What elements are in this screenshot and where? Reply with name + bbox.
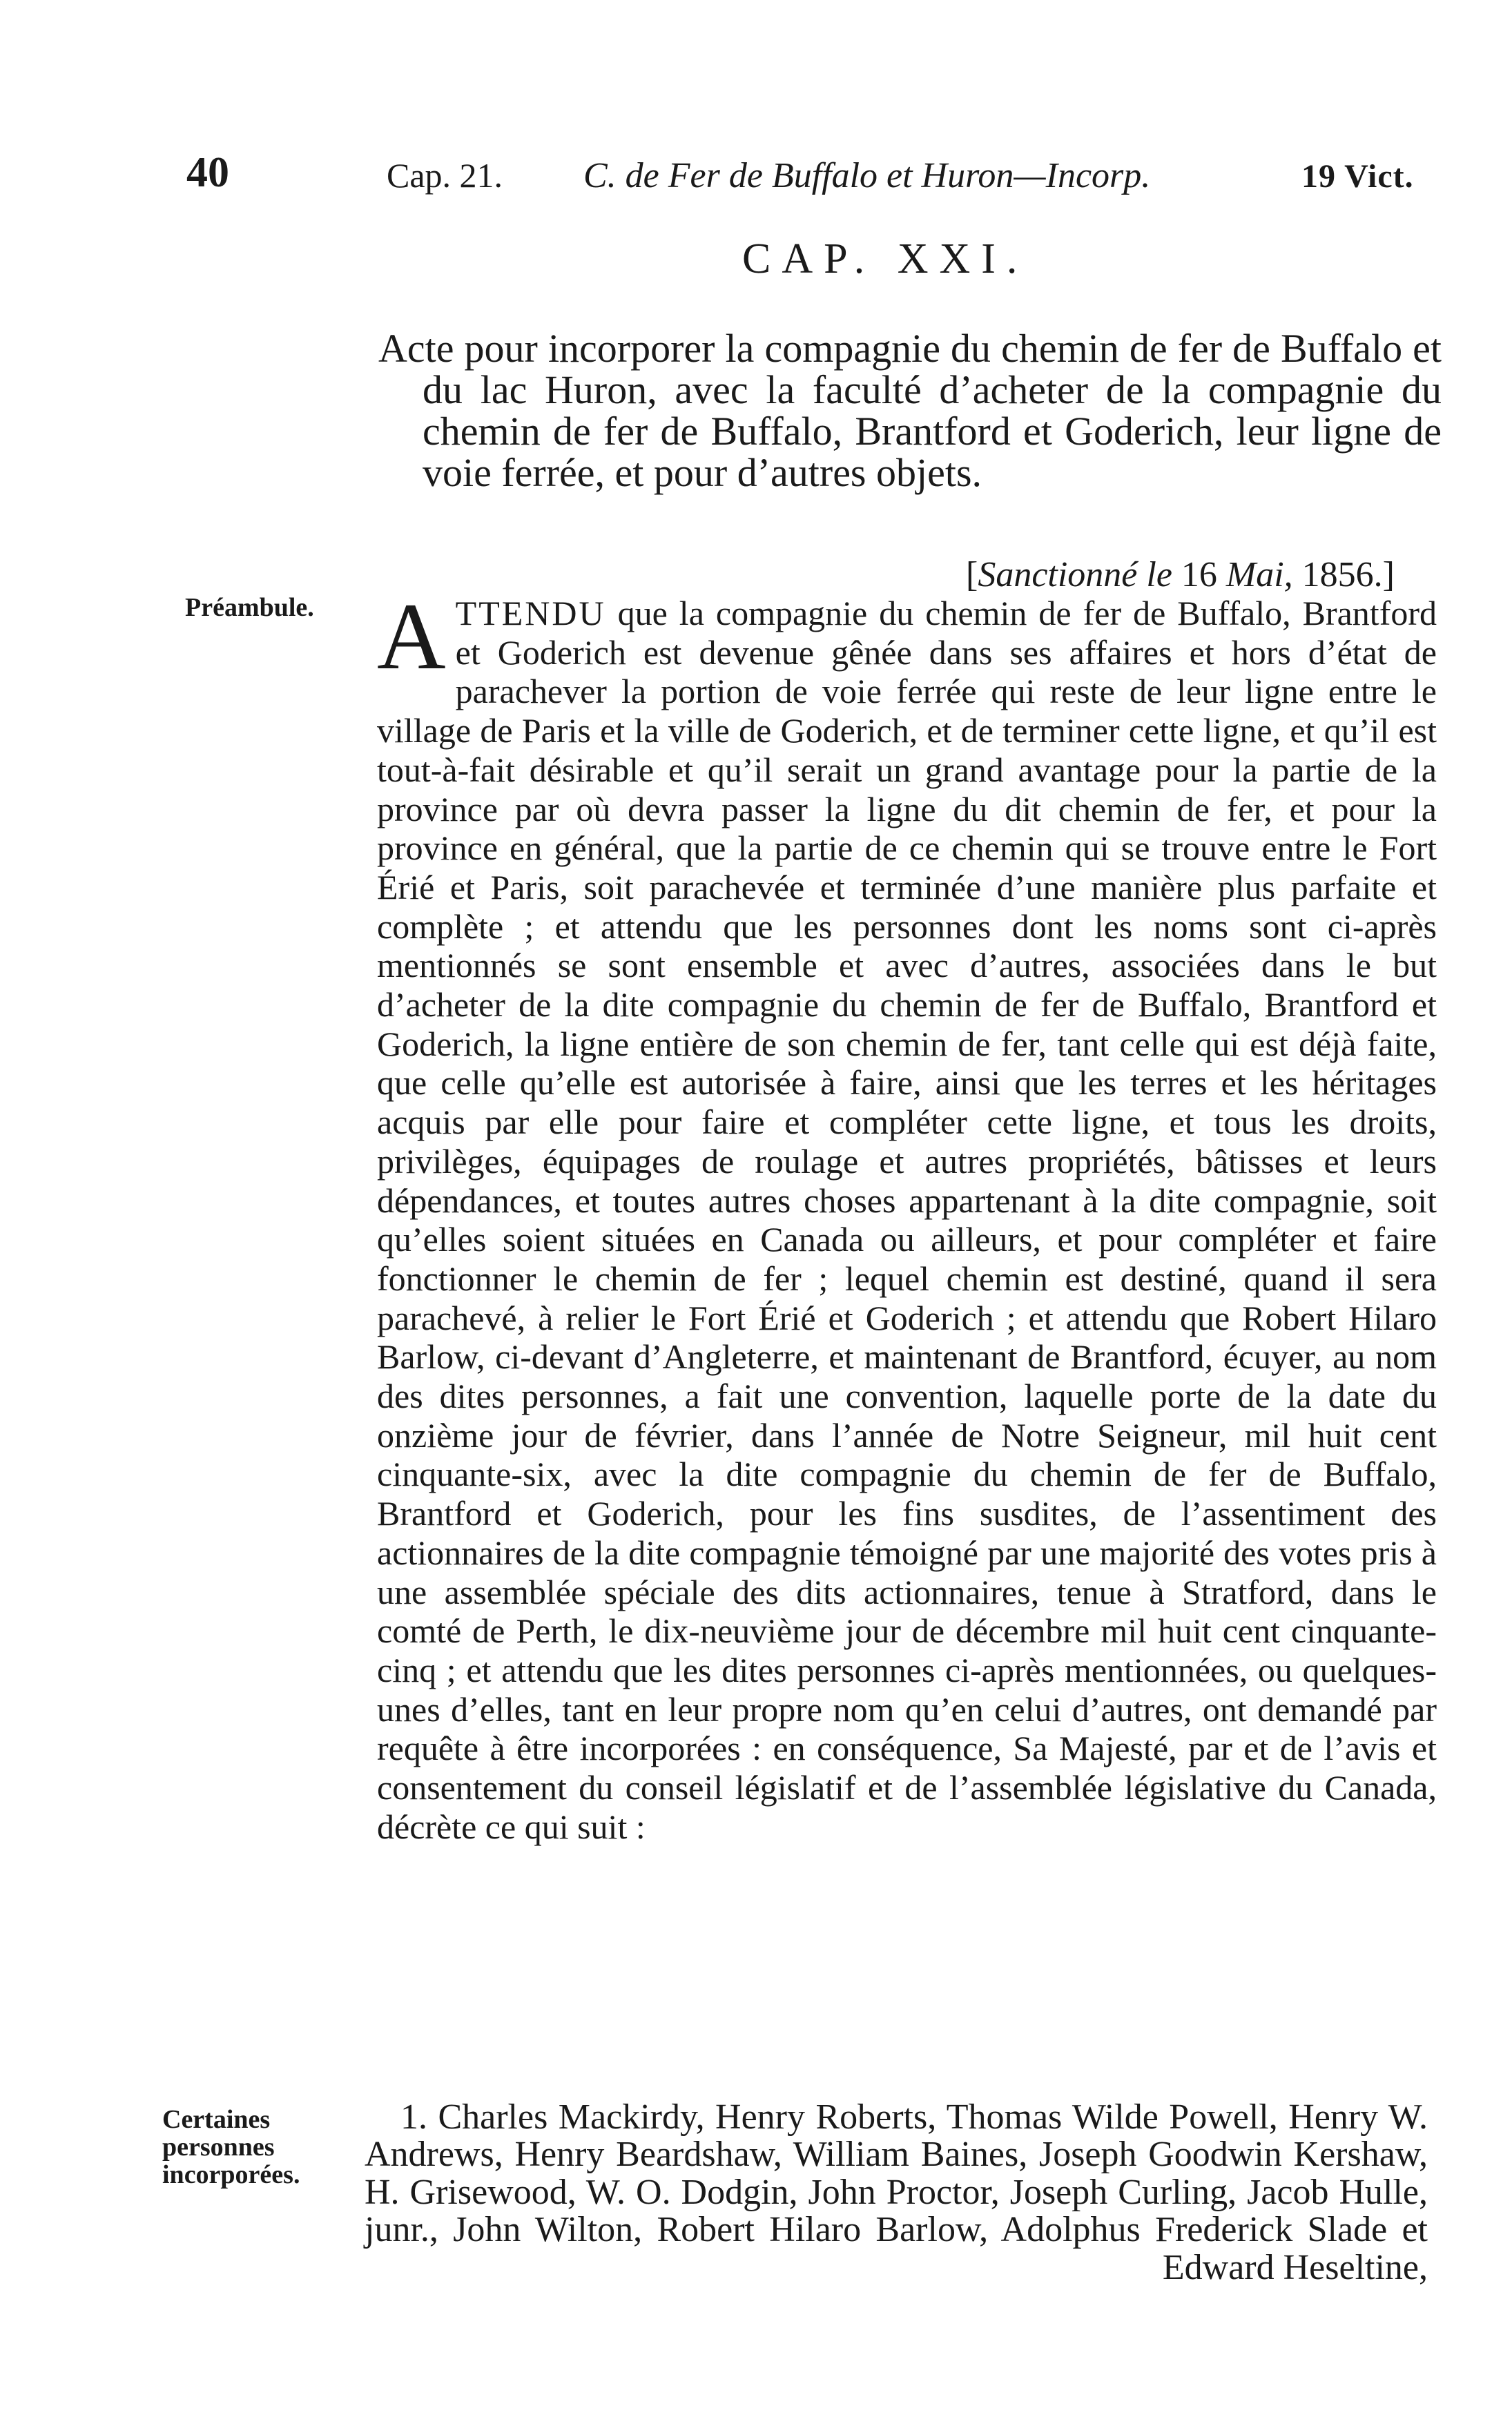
sanction-line: [Sanctionné le 16 Mai, 1856.] — [965, 555, 1395, 594]
margin-note-preamble: Préambule. — [185, 593, 314, 622]
sanction-label: Sanctionné le — [978, 555, 1172, 594]
running-title: C. de Fer de Buffalo et Huron—Incorp. — [583, 156, 1151, 195]
act-title: Acte pour incorporer la compagnie du chemin de fer de Buffalo et du lac Huron, avec la faculté d’acheter de la compagnie du chemin de fer de Buffalo, Brantford et Goderich, leur ligne de voie ferrée, et pour d’autres objets. — [378, 326, 1442, 495]
regnal-year: 19 Vict. — [1301, 158, 1414, 195]
sanction-day: 16 — [1181, 555, 1217, 594]
header-chapter: Cap. 21. — [387, 156, 503, 195]
section-1-paragraph: 1. Charles Mackirdy, Henry Roberts, Thomas Wilde Powell, Henry W. Andrews, Henry Beardshaw, William Baines, Joseph Goodwin Kershaw, H. Grisewood, W. O. Dodgin, John Proctor, Joseph Curling, Jacob Hulle, junr., John Wilton, Robert Hilaro Barlow, Adolphus Frederick Slade et Edward Heseltine, — [365, 2097, 1428, 2287]
preamble-text: que la compagnie du chemin de fer de Buffalo, Brantford et Goderich est devenue gênée dans ses affaires et hors d’état de parachever la portion de voie ferrée qui reste de leur ligne entre le village de Paris et la ville de Goderich, et de terminer cette ligne, et qu’il est tout-à-fait désirable et qu’il serait un grand avantage pour la partie de la province par où devra passer la ligne du dit chemin de fer, et pour la province en général, que la partie de ce chemin qui se trouve entre le Fort Érié et Paris, soit parachevée et terminée d’une manière plus parfaite et complète ; et attendu que les personnes dont les noms sont ci-après mentionnés se sont ensemble et avec d’autres, associées dans le but d’acheter de la dite compagnie du chemin de fer de Buffalo, Brantford et Goderich, la ligne entière de son chemin de fer, tant celle qui est déjà faite, que celle qu’elle est autorisée à faire, ainsi que les terres et les héritages acquis par elle pour faire et compléter cette ligne, et tous les droits, privilèges, équipages de roulage et autres propriétés, bâtisses et leurs dépendances, et toutes autres choses appartenant à la dite compagnie, soit qu’elles soient situées en Canada ou ailleurs, et pour compléter et faire fonctionner le chemin de fer ; lequel chemin est destiné, quand il sera parachevé, à relier le Fort Érié et Goderich ; et attendu que Robert Hilaro Barlow, ci-devant d’Angleterre, et maintenant de Brantford, écuyer, au nom des dites personnes, a fait une convention, laquelle porte de la date du onzième jour de février, dans l’année de Notre Seigneur, mil huit cent cinquante-six, avec la dite compagnie du chemin de fer de Buffalo, Brantford et Goderich, pour les fins susdites, de l’assentiment des actionnaires de la dite compagnie témoigné par une majorité des votes pris à une assemblée spéciale des dits actionnaires, tenue à Stratford, dans le comté de Perth, le dix-neuvième jour de décembre mil huit cent cinquante-cinq ; et attendu que les dites personnes ci-après mentionnées, ou quelques-unes d’elles, tant en leur propre nom qu’en celui d’autres, ont demandé par requête à être incorporées : en conséquence, Sa Majesté, par et de l’avis et consentement du conseil législatif et de l’assemblée législative du Canada, décrète ce qui suit : — [377, 594, 1437, 1846]
margin-note-incorporated: Certaines personnes incorporées. — [162, 2105, 300, 2189]
sanction-month: Mai, — [1225, 555, 1293, 594]
preamble-opening-caps: TTENDU — [455, 594, 606, 632]
page-number: 40 — [186, 149, 229, 196]
chapter-heading: CAP. XXI. — [742, 235, 1029, 282]
preamble-paragraph — [377, 583, 1437, 1847]
sanction-year: 1856. — [1301, 555, 1383, 594]
drop-cap: A — [377, 583, 446, 689]
